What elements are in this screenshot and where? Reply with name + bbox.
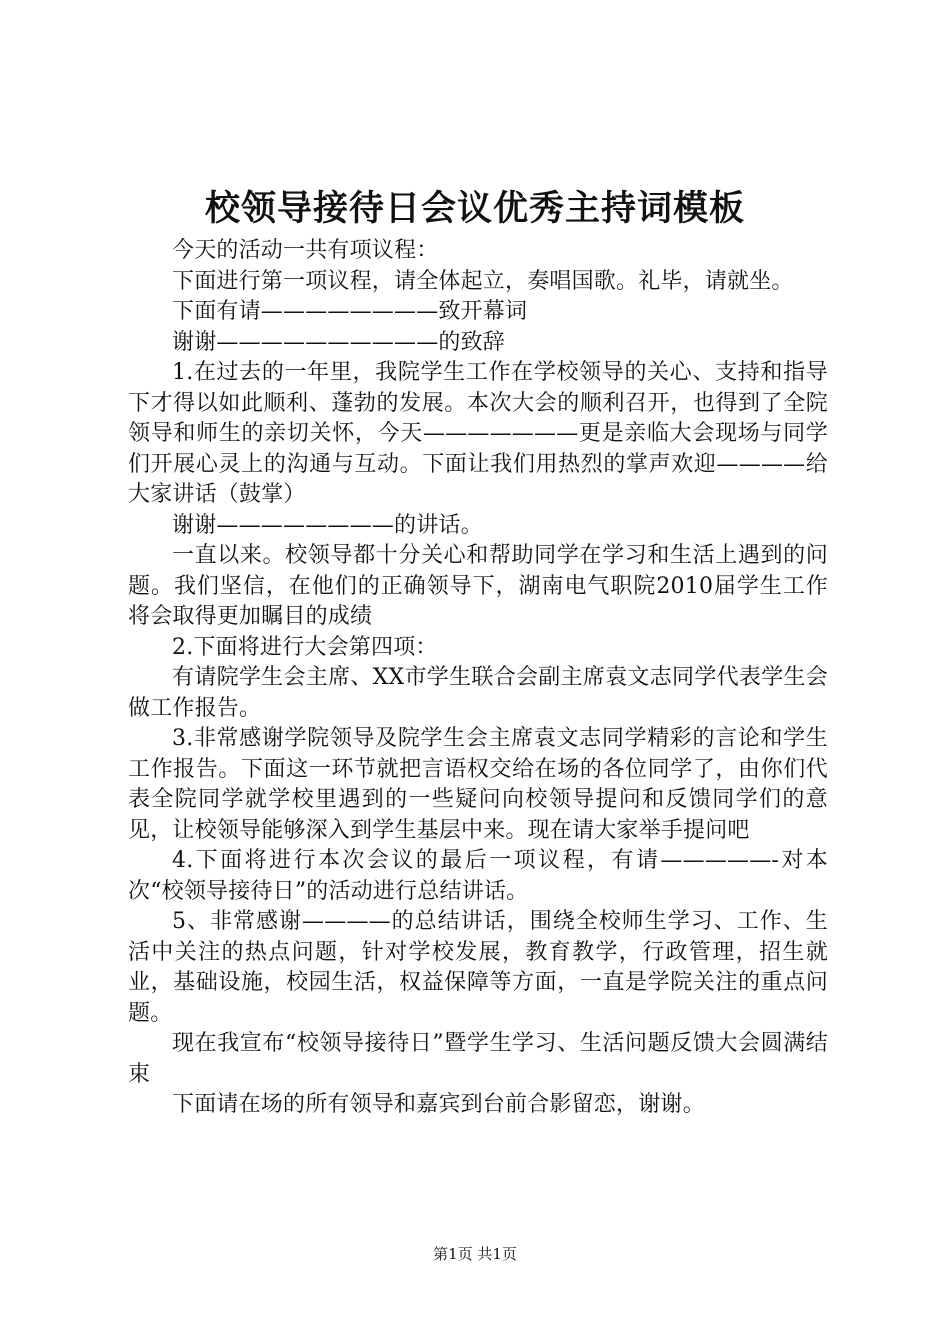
- document-body: [128, 236, 828, 1121]
- page-number-footer: 第1页 共1页: [433, 1245, 517, 1263]
- document-title: 校领导接待日会议优秀主持词模板: [204, 188, 745, 229]
- paragraph: 下面有请————————致开幕词: [172, 299, 528, 324]
- paragraph: 有请院学生会主席、XX市学生联合会副主席袁文志同学代表学生会做工作报告。: [128, 665, 828, 721]
- paragraph: 下面进行第一项议程，请全体起立，奏唱国歌。礼毕，请就坐。: [172, 268, 794, 294]
- paragraph: 现在我宣布“校领导接待日”暨学生学习、生活问题反馈大会圆满结束: [128, 1031, 828, 1087]
- paragraph: 5、非常感谢————的总结讲话，围绕全校师生学习、工作、生活中关注的热点问题，针对学校发展，教育教学，行政管理，招生就业，基础设施，校园生活，权益保障等方面，一直是学院关注的重点问题。: [128, 909, 828, 1026]
- paragraph: 谢谢——————————的致辞: [172, 329, 506, 355]
- paragraph: 2.下面将进行大会第四项：: [172, 634, 438, 660]
- paragraph: 1.在过去的一年里，我院学生工作在学校领导的关心、支持和指导下才得以如此顺利、蓬勃的发展。本次大会的顺利召开，也得到了全院领导和师生的亲切关怀，今天———————更是亲临大会现场与同学们开展心灵上的沟通与互动。下面让我们用热烈的掌声欢迎————给大家讲话（鼓掌）: [128, 360, 828, 507]
- paragraph: 3.非常感谢学院领导及院学生会主席袁文志同学精彩的言论和学生工作报告。下面这一环节就把言语权交给在场的各位同学了，由你们代表全院同学就学校里遇到的一些疑问向校领导提问和反馈同学们的意见，让校领导能够深入到学生基层中来。现在请大家举手提问吧: [128, 726, 828, 843]
- paragraph: 一直以来。校领导都十分关心和帮助同学在学习和生活上遇到的问题。我们坚信，在他们的正确领导下，湖南电气职院2010届学生工作将会取得更加瞩目的成绩: [128, 543, 828, 629]
- paragraph: 今天的活动一共有项议程：: [172, 238, 439, 263]
- paragraph: 下面请在场的所有领导和嘉宾到台前合影留恋，谢谢。: [172, 1092, 705, 1117]
- paragraph: 4.下面将进行本次会议的最后一项议程，有请—————-对本次“校领导接待日”的活动进行总结讲话。: [128, 848, 828, 904]
- paragraph: 谢谢————————的讲话。: [172, 512, 483, 538]
